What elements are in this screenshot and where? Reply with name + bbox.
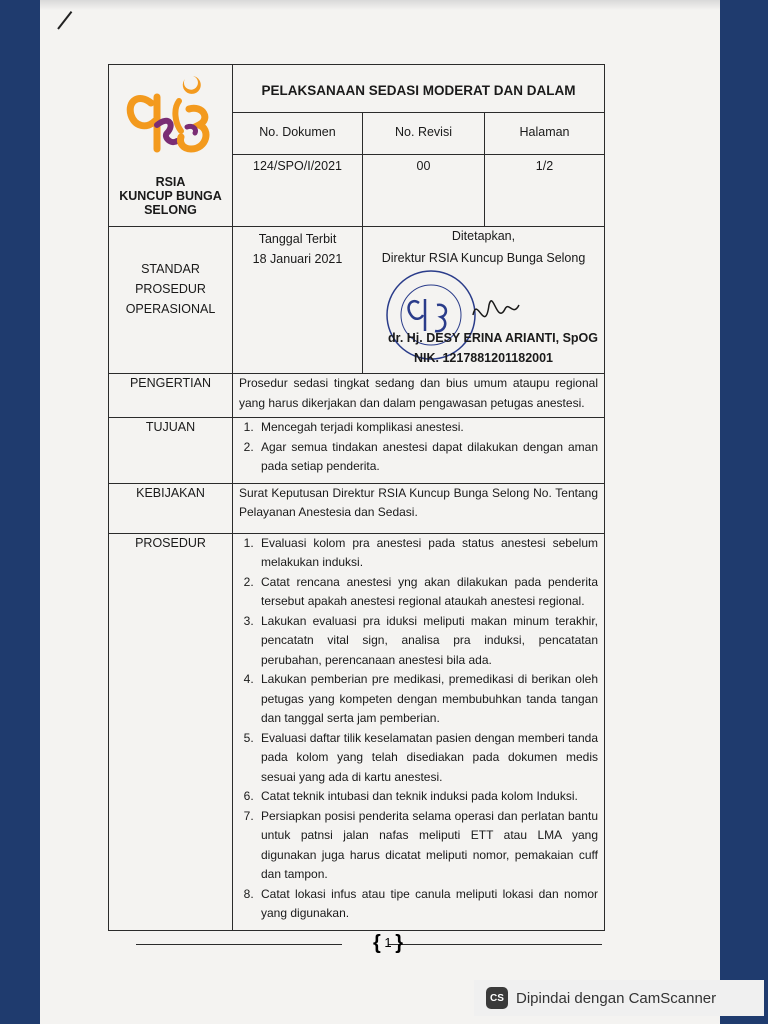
brace-right-icon: } [395,932,404,954]
brace-left-icon: { [372,932,381,954]
list-item: 1. Evaluasi kolom pra anestesi pada status anestesi sebelum melakukan induksi. [257,534,598,573]
issue-date-value: 18 Januari 2021 [252,252,343,266]
hospital-name-line: SELONG [144,203,197,217]
prosedur-cell [233,533,605,930]
hospital-name [109,175,232,223]
approval-cell [363,227,605,374]
list-item: 2. Agar semua tindakan anestesi dapat dilakukan dengan aman pada setiap penderita. [257,438,598,477]
hospital-name-line: RSIA [155,175,186,189]
sop-label-line: STANDAR [141,262,200,276]
prosedur-label: PROSEDUR [109,533,233,930]
kebijakan-label: KEBIJAKAN [109,483,233,533]
revision-value: 00 [363,155,485,227]
footer-line-left [136,944,342,945]
doc-no-value: 124/SPO/I/2021 [233,155,363,227]
prosedur-list [233,534,604,930]
logo-cell [109,65,233,227]
camscanner-badge [474,980,764,1016]
director-nik: NIK. 1217881201182001 [413,351,553,365]
list-item: 1. Mencegah terjadi komplikasi anestesi. [257,418,598,438]
list-item: 5. Evaluasi daftar tilik keselamatan pasien dengan memberi tanda pada kolom yang telah disediakan pada dokumen medis sesuai yang ada di kartu anestesi. [257,729,598,788]
camscanner-label: Dipindai dengan CamScanner [516,989,717,1007]
sop-label-line: OPERASIONAL [125,302,216,316]
scanned-page [40,0,720,1024]
hospital-logo [111,65,231,175]
pengertian-label: PENGERTIAN [109,374,233,418]
pen-mark [57,11,72,30]
sop-label [109,227,233,374]
list-item: 7. Persiapkan posisi penderita selama operasi dan perlatan bantu untuk patnsi jalan nafas meliputi ETT atau LMA yang digunakan juga harus dicatat meliputi nomor, pemakaian cuff dan tampon. [257,807,598,885]
doc-no-label: No. Dokumen [233,113,363,155]
page-value: 1/2 [485,155,605,227]
hospital-logo-icon [111,65,231,175]
revision-label: No. Revisi [363,113,485,155]
tujuan-cell [233,418,605,484]
footer-line-right [388,944,602,945]
approval-set-label: Ditetapkan, [451,229,516,243]
hospital-name-line: KUNCUP BUNGA [119,189,222,203]
list-item: 6. Catat teknik intubasi dan teknik induksi pada kolom Induksi. [257,787,598,807]
director-name: dr. Hj. DESY ERINA ARIANTI, SpOG [388,331,598,345]
list-item: 4. Lakukan pemberian pre medikasi, premedikasi di berikan oleh petugas yang kompeten dengan membubuhkan tanda tangan dan tanggal serta jam pemberian. [257,670,598,729]
sop-label-line: PROSEDUR [135,282,206,296]
document-title: PELAKSANAAN SEDASI MODERAT DAN DALAM [233,65,605,113]
page-number-value: 1 [384,934,392,950]
hospital-stamp-icon [381,265,561,365]
scan-shadow [40,0,720,10]
page-number [360,932,416,955]
approval-role: Direktur RSIA Kuncup Bunga Selong [381,251,586,265]
sop-table [108,64,605,931]
tujuan-label: TUJUAN [109,418,233,484]
list-item: 8. Catat lokasi infus atau tipe canula meliputi lokasi dan nomor yang digunakan. [257,885,598,924]
list-item: 2. Catat rencana anestesi yng akan dilakukan pada penderita tersebut apakah anestesi regional ataukah anestesi regional. [257,573,598,612]
pengertian-text: Prosedur sedasi tingkat sedang dan bius umum ataupu regional yang harus dikerjakan dan dalam pengawasan petugas anestesi. [233,374,605,418]
issue-date-cell [233,227,363,374]
list-item: 3. Lakukan evaluasi pra iduksi meliputi makan minum terakhir, pencatatn vital sign, analisa pra induksi, pencatatan perubahan, perencanaan anestesi bila ada. [257,612,598,671]
issue-date-label: Tanggal Terbit [258,232,337,246]
camscanner-icon: CS [486,987,508,1009]
tujuan-list [233,418,604,483]
kebijakan-text: Surat Keputusan Direktur RSIA Kuncup Bunga Selong No. Tentang Pelayanan Anestesia dan Sedasi. [233,483,605,533]
page-label: Halaman [485,113,605,155]
